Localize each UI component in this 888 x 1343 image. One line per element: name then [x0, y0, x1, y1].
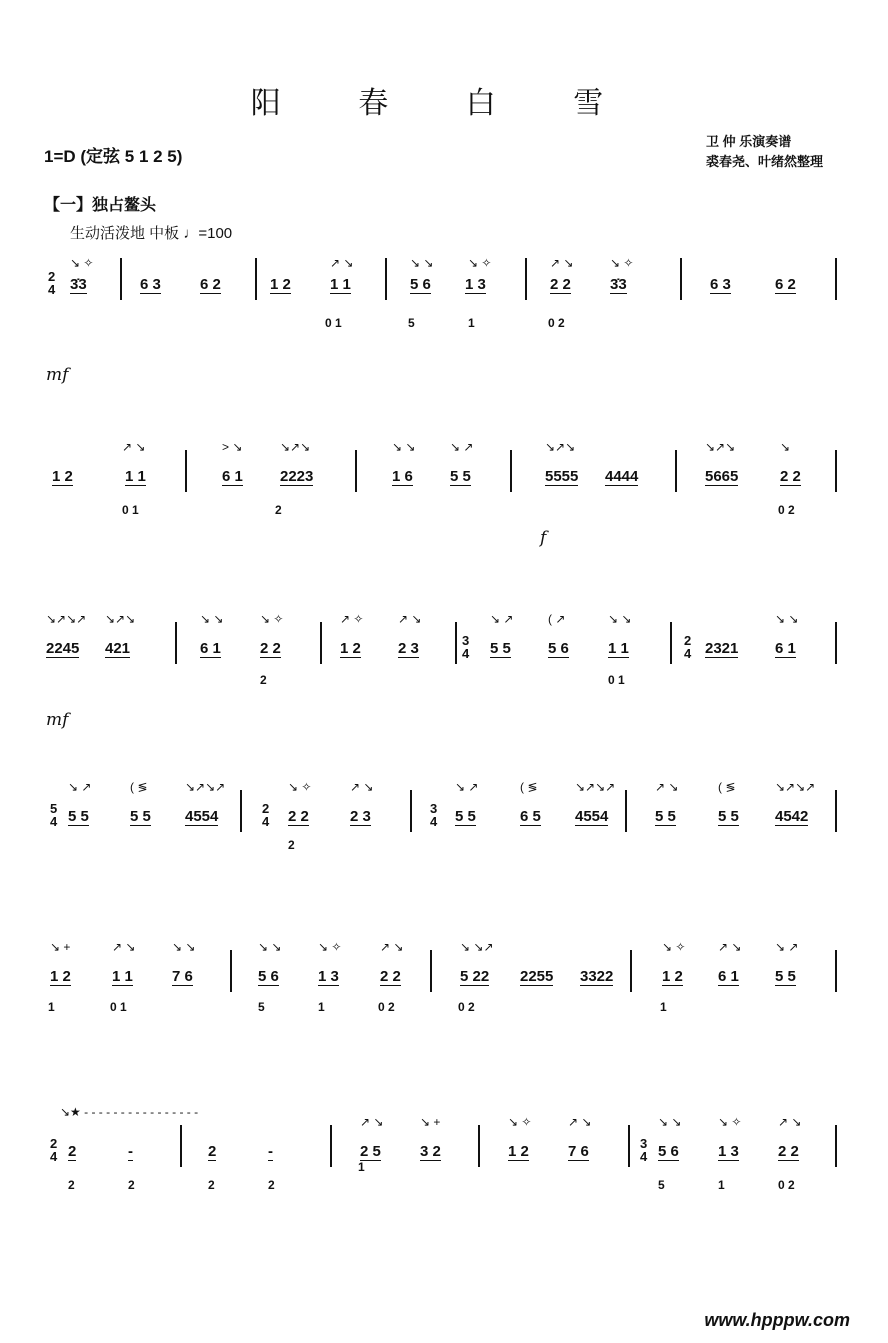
time-sig-bottom: 4	[262, 814, 270, 829]
jianpu-note	[775, 276, 796, 293]
fingering-mark: ↘↗↘↗	[575, 780, 616, 794]
lower-voice-note: 1	[660, 1000, 667, 1014]
jianpu-note	[130, 808, 151, 825]
note-digits: 2 3	[350, 808, 371, 825]
fingering-mark: ↗ ↘	[380, 940, 404, 954]
barline	[330, 1125, 332, 1167]
barline	[175, 622, 177, 664]
credits	[706, 132, 823, 172]
fingering-mark: > ↘	[222, 440, 243, 454]
lower-voice-note: 0 2	[458, 1000, 475, 1014]
fingering-mark: ( ↗	[548, 612, 566, 626]
note-digits: 1 6	[392, 468, 413, 485]
note-digits: 5 6	[548, 640, 569, 657]
fingering-mark: ↗ ↘	[112, 940, 136, 954]
jianpu-note	[718, 1143, 739, 1160]
time-signature	[50, 1137, 57, 1163]
jianpu-note	[705, 468, 738, 485]
jianpu-note	[718, 968, 739, 985]
note-digits: 6 2	[200, 276, 221, 293]
jianpu-note	[465, 276, 486, 293]
fingering-mark: ↘ ↘	[200, 612, 224, 626]
credit-performer: 卫 仲 乐演奏谱	[706, 134, 792, 149]
note-digits: 6 1	[775, 640, 796, 657]
note-digits: 5 5	[450, 468, 471, 485]
barline	[670, 622, 672, 664]
fingering-mark: ↘ ✧	[288, 780, 312, 794]
fingering-mark: ↘ ↗	[450, 440, 474, 454]
note-digits: 2 5	[360, 1143, 381, 1160]
jianpu-note	[410, 276, 431, 293]
lower-voice-note: 1	[468, 316, 475, 330]
note-digits: 3322	[580, 968, 614, 985]
note-digits: 4554	[575, 808, 609, 825]
jianpu-note	[318, 968, 339, 985]
lower-voice-note: 0 1	[110, 1000, 127, 1014]
barline	[385, 258, 387, 300]
jianpu-note	[398, 640, 419, 657]
fingering-mark: ↗ ↘	[122, 440, 146, 454]
jianpu-note	[778, 1143, 799, 1160]
lower-voice-note: 2	[68, 1178, 75, 1192]
note-digits: 2 3	[398, 640, 419, 657]
time-sig-top: 2	[262, 801, 270, 816]
barline	[628, 1125, 630, 1167]
note-digits: 1 3	[718, 1143, 739, 1160]
fingering-mark: ↘ ✧	[468, 256, 492, 270]
note-digits: 1 2	[340, 640, 361, 657]
lower-voice-note: 2	[275, 503, 282, 517]
barline	[835, 1125, 837, 1167]
lower-voice-note: 0 1	[122, 503, 139, 517]
jianpu-note	[775, 640, 796, 657]
barline	[410, 790, 412, 832]
barline	[510, 450, 512, 492]
time-signature	[48, 270, 55, 296]
jianpu-note	[112, 968, 133, 985]
time-sig-bottom: 4	[430, 814, 438, 829]
time-sig-bottom: 4	[684, 646, 692, 661]
fingering-mark: ↘ ↗	[490, 612, 514, 626]
barline	[835, 790, 837, 832]
time-sig-top: 5	[50, 801, 58, 816]
note-digits: 5 5	[455, 808, 476, 825]
jianpu-note	[46, 640, 79, 657]
barline	[630, 950, 632, 992]
barline	[680, 258, 682, 300]
note-digits: 421	[105, 640, 131, 657]
note-digits: 5 5	[490, 640, 511, 657]
fingering-mark: ↘ ↘	[392, 440, 416, 454]
fingering-mark: ↗ ↘	[568, 1115, 592, 1129]
fingering-mark: ↘ ↘	[608, 612, 632, 626]
barline	[320, 622, 322, 664]
barline	[230, 950, 232, 992]
fingering-mark: ↘ ✧	[260, 612, 284, 626]
jianpu-note	[380, 968, 401, 985]
fingering-mark: ↗ ↘	[550, 256, 574, 270]
time-sig-top: 2	[684, 633, 692, 648]
jianpu-note	[330, 276, 351, 293]
fingering-mark: ↘ ↘	[258, 940, 282, 954]
note-digits: 5555	[545, 468, 579, 485]
jianpu-note	[268, 1143, 273, 1160]
jianpu-note	[340, 640, 361, 657]
jianpu-note	[580, 968, 613, 985]
note-digits: 2255	[520, 968, 554, 985]
fingering-mark: ↘↗↘↗	[775, 780, 816, 794]
barline	[255, 258, 257, 300]
jianpu-note	[420, 1143, 441, 1160]
dynamic-mark: mf	[46, 365, 69, 385]
lower-voice-note: 2	[260, 673, 267, 687]
jianpu-note	[548, 640, 569, 657]
note-digits: 1 1	[125, 468, 146, 485]
fingering-mark: ↘ ✧	[318, 940, 342, 954]
note-digits: 1 2	[662, 968, 683, 985]
jianpu-note	[455, 808, 476, 825]
fingering-mark: ↘ ✧	[718, 1115, 742, 1129]
jianpu-note	[662, 968, 683, 985]
note-digits: 1 1	[112, 968, 133, 985]
note-digits: 2 2	[550, 276, 571, 293]
note-digits: 5 6	[258, 968, 279, 985]
jianpu-note	[70, 276, 87, 293]
note-digits: 5 5	[655, 808, 676, 825]
jianpu-note	[260, 640, 281, 657]
barline	[835, 258, 837, 300]
fingering-mark: ↗ ↘	[398, 612, 422, 626]
note-digits: 6 3	[710, 276, 731, 293]
jianpu-note	[658, 1143, 679, 1160]
note-digits: 5 22	[460, 968, 490, 985]
section-heading: 【一】独占鳌头	[44, 197, 157, 214]
fingering-mark: ↘ ↘	[410, 256, 434, 270]
jianpu-note	[508, 1143, 529, 1160]
fingering-mark: ( ≶	[130, 780, 148, 794]
note-digits: 1 2	[50, 968, 71, 985]
jianpu-note	[520, 968, 553, 985]
jianpu-note	[280, 468, 313, 485]
lower-voice-note: 0 2	[378, 1000, 395, 1014]
fingering-mark: ↘↗↘	[105, 612, 136, 626]
note-digits: 2 2	[780, 468, 801, 485]
jianpu-note	[288, 808, 309, 825]
lower-voice-note: 1	[48, 1000, 55, 1014]
lower-voice-note: 2	[288, 838, 295, 852]
time-sig-bottom: 4	[50, 1149, 58, 1164]
note-digits: 4542	[775, 808, 809, 825]
lower-voice-note: 0 2	[548, 316, 565, 330]
dynamic-mark: f	[540, 528, 547, 548]
note-digits: 1 3	[465, 276, 486, 293]
jianpu-note	[775, 968, 796, 985]
note-digits: 6 1	[200, 640, 221, 657]
time-sig-top: 3	[640, 1136, 648, 1151]
jianpu-note	[490, 640, 511, 657]
note-digits: 4444	[605, 468, 639, 485]
note-digits: 3̇3	[70, 276, 87, 293]
note-digits: 3 2	[420, 1143, 441, 1160]
note-digits: 1 2	[508, 1143, 529, 1160]
barline	[835, 950, 837, 992]
barline	[835, 450, 837, 492]
time-signature	[462, 634, 469, 660]
jianpu-note	[775, 808, 808, 825]
note-digits: 3̇3	[610, 276, 627, 293]
fingering-mark: ↘	[780, 440, 791, 454]
jianpu-note	[520, 808, 541, 825]
barline	[180, 1125, 182, 1167]
fingering-mark: ↘↗↘	[280, 440, 311, 454]
note-digits: 6 5	[520, 808, 541, 825]
note-digits: 2 2	[260, 640, 281, 657]
note-digits: 1 2	[270, 276, 291, 293]
note-digits: -	[268, 1143, 273, 1160]
fingering-mark: ↘ ↘	[172, 940, 196, 954]
jianpu-note	[350, 808, 371, 825]
jianpu-note	[460, 968, 489, 985]
time-signature	[684, 634, 691, 660]
note-digits: 7 6	[172, 968, 193, 985]
fingering-mark: ↗ ↘	[655, 780, 679, 794]
barline	[835, 622, 837, 664]
fingering-mark: ↘ ✧	[662, 940, 686, 954]
key-signature: 1=D (定弦 5 1 2 5)	[44, 147, 183, 166]
fingering-mark: ↘ ↘↗	[460, 940, 494, 954]
jianpu-note	[125, 468, 146, 485]
jianpu-note	[550, 276, 571, 293]
jianpu-note	[360, 1143, 381, 1160]
jianpu-note	[172, 968, 193, 985]
lower-voice-note: 0 1	[608, 673, 625, 687]
fingering-mark: ↘★ - - - - - - - - - - - - - - - -	[60, 1105, 199, 1119]
jianpu-note	[605, 468, 638, 485]
note-digits: 5 6	[658, 1143, 679, 1160]
note-digits: 5 5	[775, 968, 796, 985]
fingering-mark: ↘↗↘	[705, 440, 736, 454]
note-digits: 2	[208, 1143, 217, 1160]
barline	[625, 790, 627, 832]
jianpu-note	[610, 276, 627, 293]
fingering-mark: ↘ ✧	[70, 256, 94, 270]
note-digits: 5665	[705, 468, 739, 485]
note-digits: 1 2	[52, 468, 73, 485]
jianpu-note	[68, 1143, 76, 1160]
jianpu-note	[575, 808, 608, 825]
fingering-mark: ↗ ↘	[778, 1115, 802, 1129]
fingering-mark: ↘ ↘	[775, 612, 799, 626]
jianpu-note	[200, 640, 221, 657]
lower-voice-note: 1	[718, 1178, 725, 1192]
lower-voice-note: 5	[408, 316, 415, 330]
barline	[240, 790, 242, 832]
jianpu-note	[780, 468, 801, 485]
barline	[478, 1125, 480, 1167]
fingering-mark: ↗ ↘	[350, 780, 374, 794]
time-sig-bottom: 4	[640, 1149, 648, 1164]
barline	[185, 450, 187, 492]
fingering-mark: ( ≶	[520, 780, 538, 794]
note-digits: 6 1	[718, 968, 739, 985]
jianpu-note	[52, 468, 73, 485]
time-signature	[640, 1137, 647, 1163]
lower-voice-note: 1	[358, 1160, 365, 1174]
jianpu-note	[140, 276, 161, 293]
fingering-mark: ↗ ↘	[330, 256, 354, 270]
jianpu-note	[200, 276, 221, 293]
lower-voice-note: 2	[268, 1178, 275, 1192]
piece-title: 阳 春 白 雪	[250, 86, 638, 121]
jianpu-note	[718, 808, 739, 825]
jianpu-note	[545, 468, 578, 485]
time-sig-top: 3	[430, 801, 438, 816]
jianpu-note	[208, 1143, 216, 1160]
barline	[675, 450, 677, 492]
fingering-mark: ↘↗↘↗	[46, 612, 87, 626]
fingering-mark: ↘↗↘	[545, 440, 576, 454]
jianpu-note	[705, 640, 738, 657]
note-digits: 2 2	[380, 968, 401, 985]
note-digits: 5 5	[718, 808, 739, 825]
note-digits: -	[128, 1143, 133, 1160]
note-digits: 1 1	[330, 276, 351, 293]
jianpu-note	[185, 808, 218, 825]
jianpu-note	[568, 1143, 589, 1160]
jianpu-note	[392, 468, 413, 485]
note-digits: 2223	[280, 468, 314, 485]
jianpu-note	[222, 468, 243, 485]
time-signature	[50, 802, 57, 828]
barline	[455, 622, 457, 664]
time-sig-top: 2	[50, 1136, 58, 1151]
barline	[525, 258, 527, 300]
note-digits: 6 1	[222, 468, 243, 485]
time-sig-bottom: 4	[462, 646, 470, 661]
fingering-mark: ↘ ↗	[775, 940, 799, 954]
time-sig-top: 3	[462, 633, 470, 648]
barline	[430, 950, 432, 992]
fingering-mark: ↘ ✧	[508, 1115, 532, 1129]
jianpu-note	[128, 1143, 133, 1160]
dynamic-mark: mf	[46, 710, 69, 730]
jianpu-note	[608, 640, 629, 657]
time-sig-top: 2	[48, 269, 56, 284]
barline	[355, 450, 357, 492]
note-digits: 5 5	[130, 808, 151, 825]
jianpu-note	[68, 808, 89, 825]
tempo-marking: 生动活泼地 中板 ♩=100	[70, 225, 233, 242]
lower-voice-note: 1	[318, 1000, 325, 1014]
time-sig-bottom: 4	[48, 282, 56, 297]
note-digits: 2	[68, 1143, 77, 1160]
note-digits: 2245	[46, 640, 80, 657]
time-sig-bottom: 4	[50, 814, 58, 829]
fingering-mark: ↗ ↘	[718, 940, 742, 954]
fingering-mark: ↘ +	[50, 940, 71, 954]
barline	[120, 258, 122, 300]
time-signature	[430, 802, 437, 828]
fingering-mark: ↘ +	[420, 1115, 441, 1129]
note-digits: 6 3	[140, 276, 161, 293]
note-digits: 2321	[705, 640, 739, 657]
lower-voice-note: 2	[128, 1178, 135, 1192]
note-digits: 7 6	[568, 1143, 589, 1160]
jianpu-note	[270, 276, 291, 293]
fingering-mark: ↗ ✧	[340, 612, 364, 626]
jianpu-note	[50, 968, 71, 985]
time-signature	[262, 802, 269, 828]
jianpu-note	[258, 968, 279, 985]
fingering-mark: ↘ ↗	[455, 780, 479, 794]
fingering-mark: ↘ ↗	[68, 780, 92, 794]
lower-voice-note: 2	[208, 1178, 215, 1192]
lower-voice-note: 5	[258, 1000, 265, 1014]
fingering-mark: ↘ ↘	[658, 1115, 682, 1129]
lower-voice-note: 0 1	[325, 316, 342, 330]
note-digits: 6 2	[775, 276, 796, 293]
lower-voice-note: 0 2	[778, 1178, 795, 1192]
jianpu-note	[105, 640, 130, 657]
jianpu-note	[655, 808, 676, 825]
note-digits: 5 5	[68, 808, 89, 825]
note-digits: 1 3	[318, 968, 339, 985]
note-digits: 4554	[185, 808, 219, 825]
fingering-mark: ↘↗↘↗	[185, 780, 226, 794]
fingering-mark: ( ≶	[718, 780, 736, 794]
note-digits: 2 2	[288, 808, 309, 825]
note-digits: 5 6	[410, 276, 431, 293]
note-digits: 1 1	[608, 640, 629, 657]
note-digits: 2 2	[778, 1143, 799, 1160]
watermark-url: www.hpppw.com	[704, 1310, 850, 1330]
credit-editors: 裘春尧、叶绪然整理	[706, 154, 824, 169]
lower-voice-note: 0 2	[778, 503, 795, 517]
lower-voice-note: 5	[658, 1178, 665, 1192]
jianpu-note	[450, 468, 471, 485]
jianpu-note	[710, 276, 731, 293]
fingering-mark: ↗ ↘	[360, 1115, 384, 1129]
fingering-mark: ↘ ✧	[610, 256, 634, 270]
